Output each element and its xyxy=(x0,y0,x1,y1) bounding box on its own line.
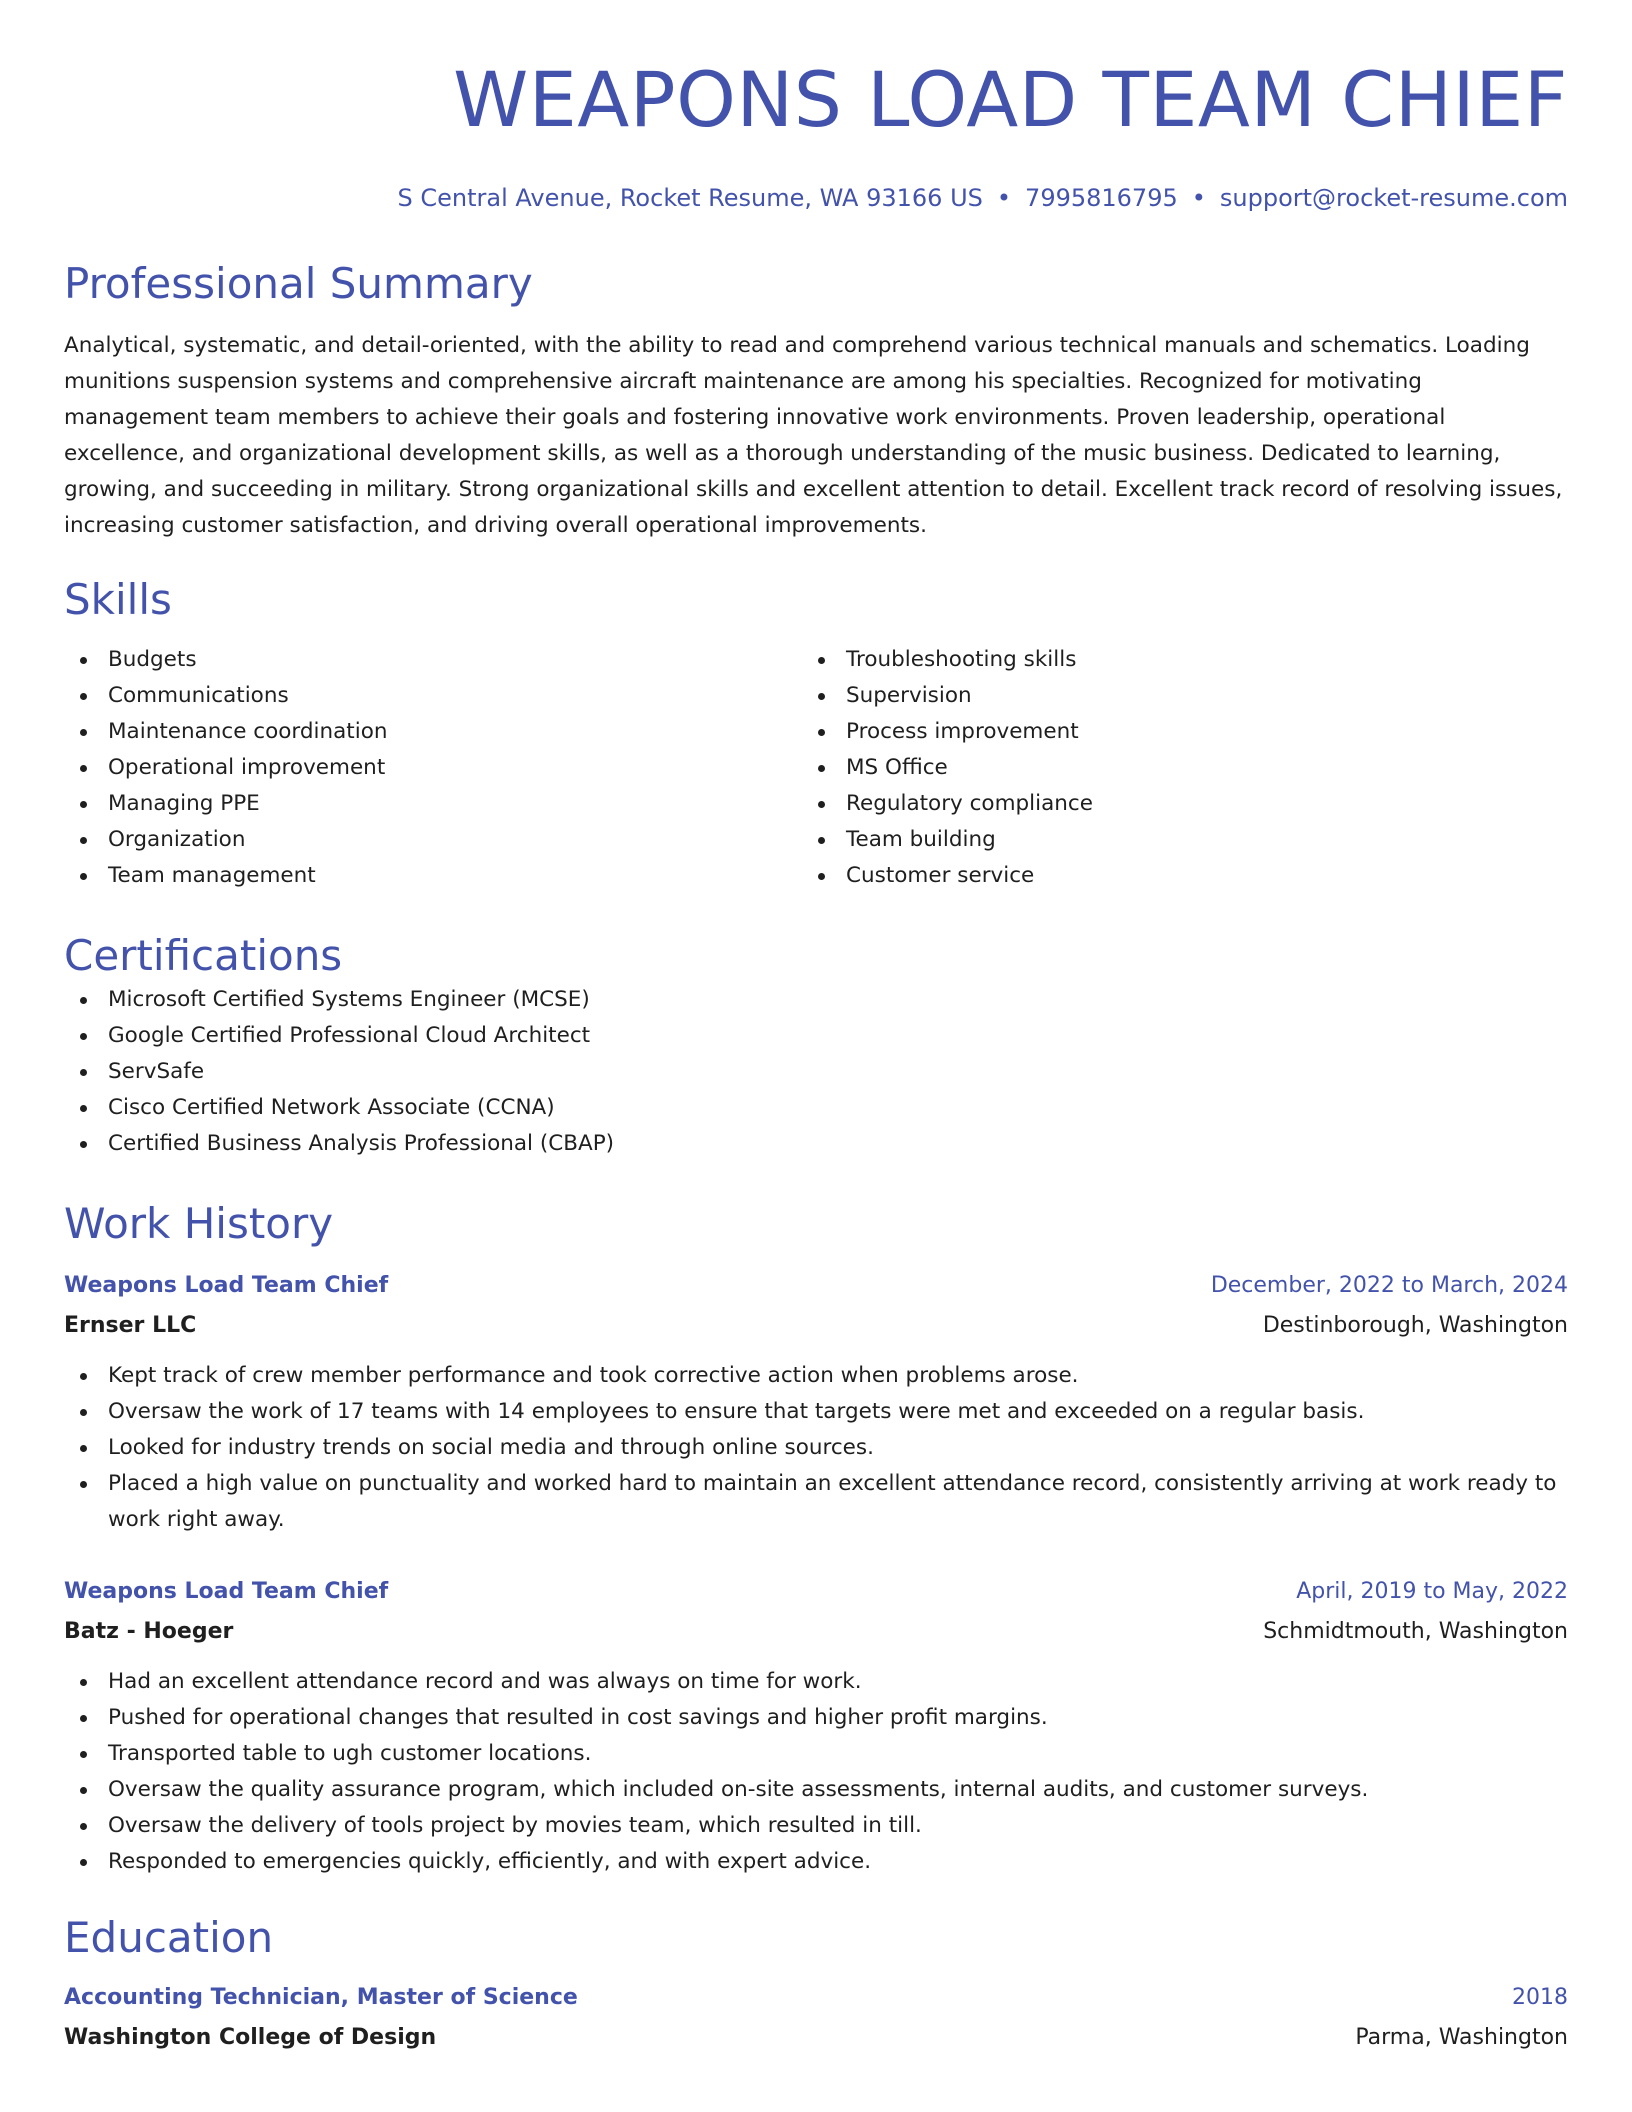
skill-item: Troubleshooting skills xyxy=(802,642,1540,678)
education-location: Parma, Washington xyxy=(1355,2025,1568,2050)
education-school-row xyxy=(64,2018,1568,2058)
job-bullets xyxy=(64,1664,1568,1880)
job-company: Batz - Hoeger xyxy=(64,1619,234,1644)
job-company-row xyxy=(64,1306,1568,1346)
education-year: 2018 xyxy=(1512,1985,1568,2010)
skills-list-left xyxy=(64,642,802,894)
summary-heading: Professional Summary xyxy=(64,259,533,308)
skills-heading: Skills xyxy=(64,575,172,624)
job-entry xyxy=(64,1572,1568,1880)
job-dates: December, 2022 to March, 2024 xyxy=(1210,1273,1568,1298)
summary-text: Analytical, systematic, and detail-oriented, with the ability to read and comprehend various technical manuals and schematics. Loading munitions suspension systems and comprehensive aircraft maintenance are among his specialties. Recognized for motivating management team members to achieve their goals and fostering innovative work environments. Proven leadership, operational excellence, and organizational development skills, as well as a thorough understanding of the music business. Dedicated to learning, growing, and succeeding in military. Strong organizational skills and excellent attention to detail. Excellent track record of resolving issues, increasing customer satisfaction, and driving overall operational improvements. xyxy=(64,333,1563,538)
skill-item: MS Office xyxy=(802,750,1540,786)
education-entry xyxy=(64,1978,1568,2058)
skill-item: Process improvement xyxy=(802,714,1540,750)
job-location: Destinborough, Washington xyxy=(1262,1313,1568,1338)
job-bullet: Placed a high value on punctuality and worked hard to maintain an excellent attendance record, consistently arriving at work ready to work right away. xyxy=(64,1466,1568,1538)
certification-item: Microsoft Certified Systems Engineer (MCSE) xyxy=(64,982,1568,1018)
job-bullet: Responded to emergencies quickly, efficiently, and with expert advice. xyxy=(64,1844,1568,1880)
job-bullets xyxy=(64,1358,1568,1538)
education-degree: Accounting Technician, Master of Science xyxy=(64,1985,578,2010)
resume-name: WEAPONS LOAD TEAM CHIEF xyxy=(453,55,1568,144)
job-bullet: Oversaw the delivery of tools project by movies team, which resulted in till. xyxy=(64,1808,1568,1844)
certification-item: Certified Business Analysis Professional (CBAP) xyxy=(64,1126,1568,1162)
job-bullet: Kept track of crew member performance and took corrective action when problems arose. xyxy=(64,1358,1568,1394)
education-header-row xyxy=(64,1978,1568,2018)
contact-separator: • xyxy=(1191,184,1206,212)
job-bullet: Looked for industry trends on social media and through online sources. xyxy=(64,1430,1568,1466)
education-heading: Education xyxy=(64,1913,274,1962)
skill-item: Operational improvement xyxy=(64,750,802,786)
contact-line xyxy=(64,182,1568,214)
work-history-heading: Work History xyxy=(64,1199,334,1248)
skill-item: Customer service xyxy=(802,858,1540,894)
contact-address: S Central Avenue, Rocket Resume, WA 93166 US xyxy=(397,184,983,212)
job-bullet: Transported table to ugh customer locations. xyxy=(64,1736,1568,1772)
job-dates: April, 2019 to May, 2022 xyxy=(1296,1579,1568,1604)
skills-column-right xyxy=(802,642,1540,894)
skill-item: Communications xyxy=(64,678,802,714)
job-header-row xyxy=(64,1572,1568,1612)
education-school: Washington College of Design xyxy=(64,2025,437,2050)
skill-item: Organization xyxy=(64,822,802,858)
contact-phone: 7995816795 xyxy=(1025,184,1178,212)
skill-item: Maintenance coordination xyxy=(64,714,802,750)
skill-item: Team management xyxy=(64,858,802,894)
contact-separator: • xyxy=(996,184,1012,212)
job-entry xyxy=(64,1266,1568,1538)
job-bullet: Oversaw the work of 17 teams with 14 employees to ensure that targets were met and exceeded on a regular basis. xyxy=(64,1394,1568,1430)
job-header-row xyxy=(64,1266,1568,1306)
skill-item: Budgets xyxy=(64,642,802,678)
contact-email[interactable]: support@rocket-resume.com xyxy=(1219,184,1568,212)
job-bullet: Had an excellent attendance record and was always on time for work. xyxy=(64,1664,1568,1700)
skill-item: Supervision xyxy=(802,678,1540,714)
job-company-row xyxy=(64,1612,1568,1652)
skills-list-right xyxy=(802,642,1540,894)
certification-item: Cisco Certified Network Associate (CCNA) xyxy=(64,1090,1568,1126)
job-company: Ernser LLC xyxy=(64,1313,197,1338)
certification-item: Google Certified Professional Cloud Architect xyxy=(64,1018,1568,1054)
skill-item: Regulatory compliance xyxy=(802,786,1540,822)
certifications-heading: Certifications xyxy=(64,931,343,980)
job-location: Schmidtmouth, Washington xyxy=(1263,1619,1568,1644)
skills-grid xyxy=(64,642,1568,894)
skill-item: Managing PPE xyxy=(64,786,802,822)
job-bullet: Oversaw the quality assurance program, which included on-site assessments, internal audits, and customer surveys. xyxy=(64,1772,1568,1808)
job-bullet: Pushed for operational changes that resulted in cost savings and higher profit margins. xyxy=(64,1700,1568,1736)
certification-item: ServSafe xyxy=(64,1054,1568,1090)
skills-column-left xyxy=(64,642,802,894)
job-title: Weapons Load Team Chief xyxy=(64,1273,389,1298)
job-title: Weapons Load Team Chief xyxy=(64,1579,389,1604)
certifications-list xyxy=(64,982,1568,1162)
skill-item: Team building xyxy=(802,822,1540,858)
